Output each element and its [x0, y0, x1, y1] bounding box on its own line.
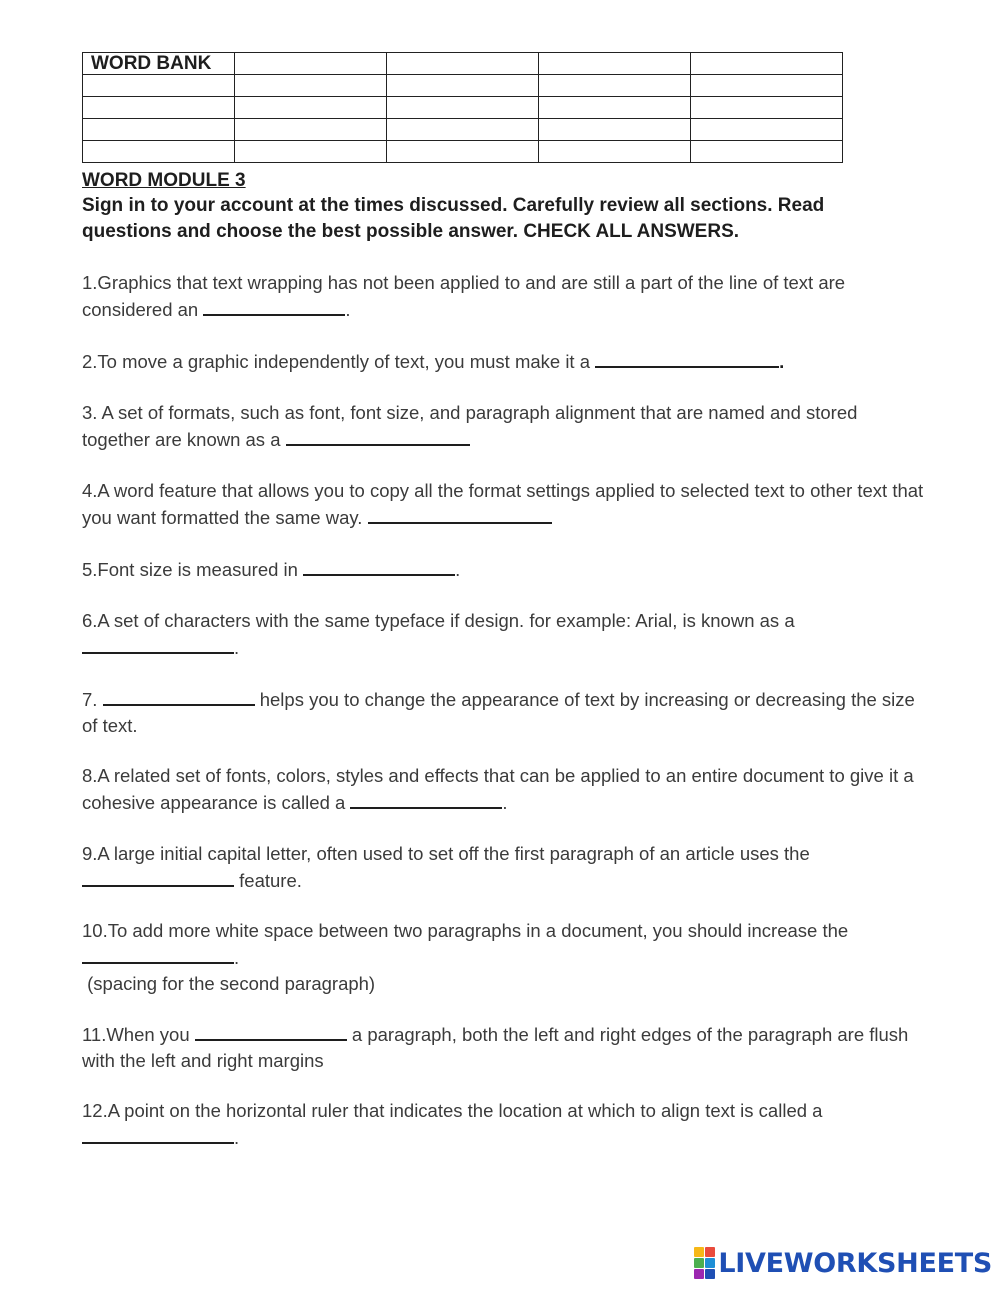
word-bank-row [83, 119, 843, 141]
question-1 [82, 270, 927, 323]
answer-blank-8[interactable] [350, 789, 502, 809]
word-bank-cell[interactable] [691, 97, 843, 119]
question-7 [82, 686, 927, 739]
question-12 [82, 1098, 927, 1151]
answer-blank-6[interactable] [82, 634, 234, 654]
question-4-text: 4.A word feature that allows you to copy all the format settings applied to selected text to other text that you want formatted the same way. [82, 480, 924, 528]
word-bank-cell[interactable] [235, 53, 387, 75]
word-bank-cell[interactable] [83, 97, 235, 119]
answer-blank-1[interactable] [203, 296, 345, 316]
word-bank-cell[interactable] [539, 53, 691, 75]
question-2-tail: . [779, 351, 785, 372]
question-11-text: 11.When you [82, 1024, 195, 1045]
question-9 [82, 841, 927, 894]
word-bank-cell[interactable] [235, 97, 387, 119]
word-bank-cell[interactable] [387, 75, 539, 97]
question-10-tail: . [234, 947, 240, 968]
question-6 [82, 608, 927, 661]
answer-blank-7[interactable] [103, 686, 255, 706]
word-bank-row [83, 141, 843, 163]
answer-blank-4[interactable] [368, 504, 552, 524]
word-bank-cell[interactable] [235, 141, 387, 163]
question-10-text: 10.To add more white space between two paragraphs in a document, you should increase the [82, 920, 849, 941]
word-bank-cell[interactable] [539, 75, 691, 97]
answer-blank-5[interactable] [303, 556, 455, 576]
word-bank-cell[interactable] [539, 97, 691, 119]
answer-blank-2[interactable] [595, 348, 779, 368]
question-5 [82, 556, 927, 583]
question-7-tail: helps you to change the appearance of text by increasing or decreasing the size of text. [82, 689, 915, 736]
question-8-text: 8.A related set of fonts, colors, styles and effects that can be applied to an entire document to give it a cohesive appearance is called a [82, 765, 914, 813]
question-9-text: 9.A large initial capital letter, often used to set off the first paragraph of an article uses the [82, 843, 810, 864]
question-9-tail: feature. [234, 870, 302, 891]
logo-blocks-icon [694, 1247, 715, 1279]
instructions: Sign in to your account at the times discussed. Carefully review all sections. Read questions and choose the best possible answer. CHECK ALL ANSWERS. [82, 195, 825, 242]
word-bank-cell[interactable] [83, 141, 235, 163]
word-bank-cell[interactable] [387, 53, 539, 75]
question-1-tail: . [345, 299, 351, 320]
word-bank-cell[interactable] [691, 119, 843, 141]
question-8 [82, 763, 927, 816]
brand-name: LIVEWORKSHEETS [718, 1247, 992, 1279]
question-7-text: 7. [82, 689, 103, 710]
word-bank-cell[interactable] [235, 119, 387, 141]
word-bank-cell[interactable] [691, 53, 843, 75]
question-2 [82, 348, 927, 375]
answer-blank-12[interactable] [82, 1124, 234, 1144]
question-6-tail: . [234, 637, 240, 658]
word-bank-cell[interactable] [387, 119, 539, 141]
logo-block [694, 1269, 704, 1279]
word-bank-cell[interactable] [387, 141, 539, 163]
answer-blank-9[interactable] [82, 867, 234, 887]
word-bank-cell[interactable] [83, 75, 235, 97]
logo-block [705, 1247, 715, 1257]
question-10 [82, 918, 927, 997]
question-5-tail: . [455, 559, 461, 580]
question-5-text: 5.Font size is measured in [82, 559, 304, 580]
word-bank-title: WORD BANK [83, 53, 235, 75]
word-bank-cell[interactable] [83, 119, 235, 141]
question-8-tail: . [502, 792, 508, 813]
logo-block [705, 1269, 715, 1279]
word-bank-row [83, 97, 843, 119]
question-1-text: 1.Graphics that text wrapping has not been applied to and are still a part of the line of text are considered an [82, 272, 846, 320]
word-bank-row [83, 75, 843, 97]
logo-block [705, 1258, 715, 1268]
answer-blank-3[interactable] [286, 426, 470, 446]
question-11-tail: a paragraph, both the left and right edges of the paragraph are flush with the left and right margins [82, 1024, 909, 1071]
question-3 [82, 400, 927, 453]
question-12-tail: . [234, 1127, 240, 1148]
module-title: WORD MODULE 3 [82, 170, 246, 191]
liveworksheets-logo[interactable] [694, 1247, 992, 1279]
question-3-text: 3. A set of formats, such as font, font size, and paragraph alignment that are named and stored together are known as a [82, 402, 858, 450]
question-4 [82, 478, 927, 531]
question-2-text: 2.To move a graphic independently of text, you must make it a [82, 351, 596, 372]
question-11 [82, 1021, 927, 1074]
question-10-note: (spacing for the second paragraph) [82, 973, 376, 994]
logo-block [694, 1258, 704, 1268]
answer-blank-10[interactable] [82, 944, 234, 964]
word-bank-cell[interactable] [539, 141, 691, 163]
question-12-text: 12.A point on the horizontal ruler that indicates the location at which to align text is called a [82, 1100, 823, 1121]
word-bank-cell[interactable] [691, 141, 843, 163]
word-bank-table [82, 52, 843, 163]
question-6-text: 6.A set of characters with the same typeface if design. for example: Arial, is known as a [82, 610, 795, 631]
logo-block [694, 1247, 704, 1257]
word-bank-row [83, 53, 843, 75]
word-bank-cell[interactable] [387, 97, 539, 119]
word-bank-cell[interactable] [691, 75, 843, 97]
word-bank-cell[interactable] [235, 75, 387, 97]
word-bank-cell[interactable] [539, 119, 691, 141]
answer-blank-11[interactable] [195, 1021, 347, 1041]
